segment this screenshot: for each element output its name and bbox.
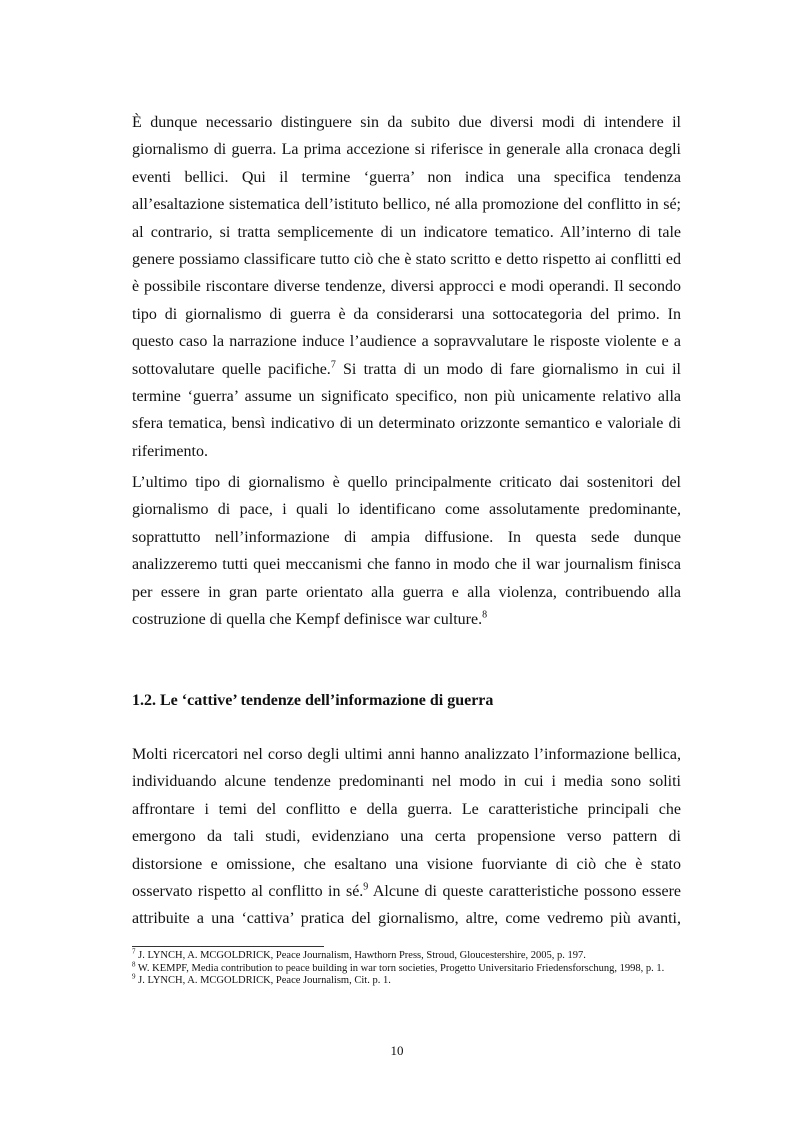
footnotes [132, 947, 681, 988]
text-line: per essere in gran parte orientato alla guerra e alla violenza, contribuendo alla [132, 583, 681, 601]
text-segment: Si tratta di un modo di fare giornalismo in cui il [335, 360, 681, 378]
footnote-9 [132, 972, 681, 988]
paragraph-war-journalism-definitions [132, 109, 681, 465]
footnote-number: 9 [132, 972, 136, 981]
text-line: riferimento. [132, 442, 208, 460]
footnote-text: W. KEMPF, Media contribution to peace building in war torn societies, Progetto Universitario Friedensforschung, 1998, p. 1. [135, 962, 665, 974]
text-line: È dunque necessario distinguere sin da subito due diversi modi di intendere il [132, 114, 681, 131]
text-line: individuando alcune tendenze predominanti nel modo in cui i media sono soliti [132, 773, 681, 791]
text-line: tipo di giornalismo di guerra è da considerarsi una sottocategoria del primo. In [132, 305, 681, 323]
text-line: è possibile riscontare diverse tendenze, diversi approcci e modi operandi. Il secondo [132, 278, 681, 296]
text-segment: sottovalutare quelle pacifiche. [132, 360, 331, 378]
footnote-8 [132, 960, 681, 976]
footnote-reference-8[interactable]: 8 [482, 609, 488, 621]
text-line-with-footnote-ref [132, 878, 681, 905]
page-number: 10 [390, 1043, 404, 1058]
text-line: al contrario, si tratta semplicemente di un indicatore tematico. All’interno di tale [132, 223, 681, 241]
footnote-7 [132, 947, 681, 963]
footnote-number: 7 [132, 947, 136, 956]
text-segment: osservato rispetto al conflitto in sé. [132, 882, 364, 900]
text-line: questo caso la narrazione induce l’audience a sopravvalutare le risposte violente e a [132, 333, 681, 351]
text-line: giornalismo di guerra. La prima accezione si riferisce in generale alla cronaca degli [132, 141, 681, 159]
text-segment: costruzione di quella che Kempf definisce war culture. [132, 610, 483, 628]
text-line-with-footnote-ref [132, 606, 681, 633]
text-line: emergono da tali studi, evidenziano una certa propensione verso pattern di [132, 828, 681, 846]
paragraph-research-tendencies [132, 741, 681, 933]
footnote-text: J. LYNCH, A. MCGOLDRICK, Peace Journalism, Cit. p. 1. [135, 975, 391, 986]
text-line: affrontare i temi del conflitto e della guerra. Le caratteristiche principali che [132, 800, 681, 818]
text-line: distorsione e omissione, che esaltano una visione fuorviante di ciò che è stato [132, 855, 681, 873]
footnote-number: 8 [132, 960, 136, 968]
text-line: attribuite a una ‘cattiva’ pratica del giornalismo, altre, come vedremo più avanti, [132, 910, 681, 928]
text-line: analizzeremo tutti quei meccanismi che fanno in modo che il war journalism finisca [132, 556, 681, 574]
footnote-reference-7[interactable]: 7 [330, 359, 336, 371]
text-line: sfera tematica, bensì indicativo di un determinato orizzonte semantico e valoriale di [132, 415, 681, 433]
text-line: genere possiamo classificare tutto ciò che è stato scritto e detto rispetto ai conflitti ed [132, 250, 681, 268]
text-line: all’esaltazione sistematica dell’istituto bellico, né alla promozione del conflitto in sé; [132, 196, 681, 214]
footnote-separator [132, 946, 324, 947]
text-line: termine ‘guerra’ assume un significato specifico, non più unicamente relativo alla [132, 387, 681, 405]
footnote-reference-9[interactable]: 9 [363, 881, 369, 893]
text-line: Molti ricercatori nel corso degli ultimi anni hanno analizzato l’informazione bellica, [132, 746, 681, 763]
footnote-text: J. LYNCH, A. MCGOLDRICK, Peace Journalism, Hawthorn Press, Stroud, Gloucestershire, 2005, p. 197. [135, 950, 586, 961]
text-line: soprattutto nell’informazione di ampia diffusione. In questa sede dunque [132, 528, 681, 546]
text-line: L’ultimo tipo di giornalismo è quello principalmente criticato dai sostenitori del [132, 474, 681, 491]
text-line: giornalismo di pace, i quali lo identificano come assolutamente predominante, [132, 501, 681, 519]
text-line-with-footnote-ref [132, 356, 681, 383]
section-heading: 1.2. Le ‘cattive’ tendenze dell’informazione di guerra [132, 692, 494, 709]
text-line: eventi bellici. Qui il termine ‘guerra’ non indica una specifica tendenza [132, 168, 681, 186]
paragraph-criticism [132, 469, 681, 633]
text-segment: Alcune di queste caratteristiche possono essere [368, 882, 681, 900]
